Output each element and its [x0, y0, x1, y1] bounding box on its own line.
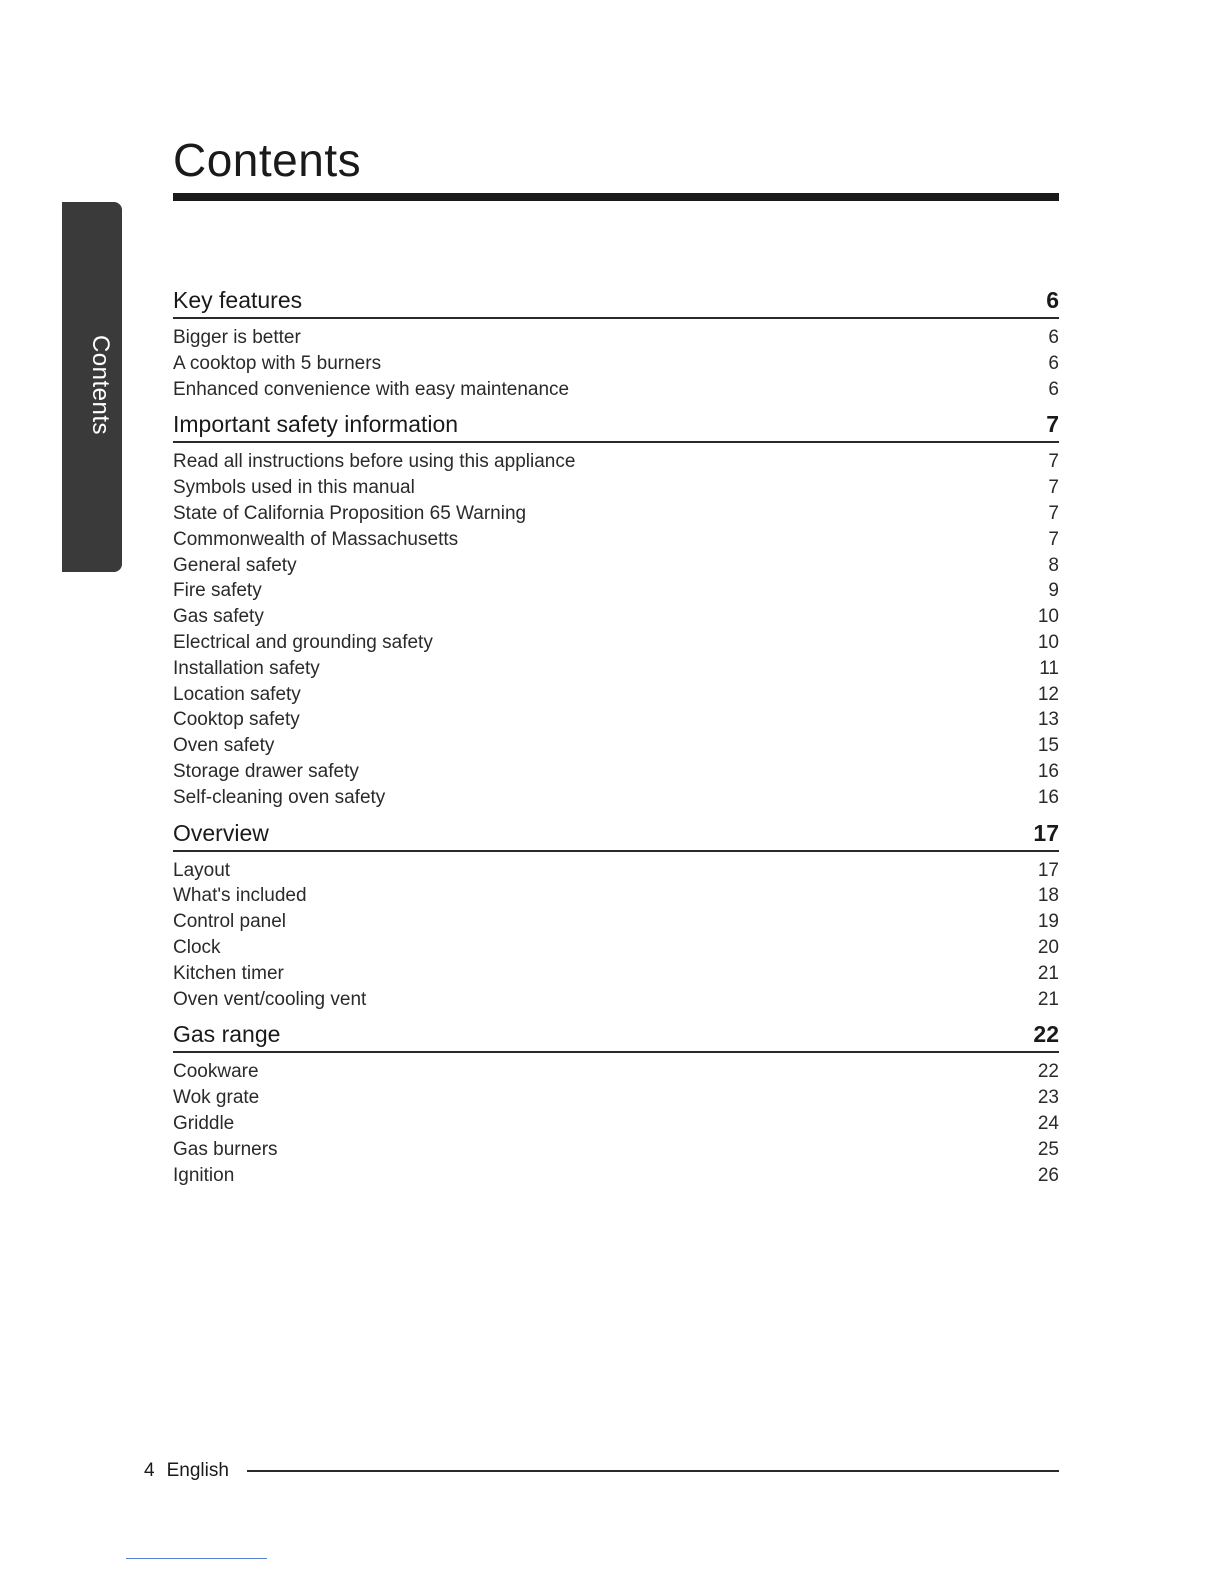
toc-entry[interactable] — [173, 1163, 1059, 1189]
toc-section-header[interactable] — [173, 815, 1059, 852]
toc-section — [173, 282, 1059, 402]
toc-section-page: 22 — [1033, 1021, 1059, 1048]
toc-entry-page: 9 — [1048, 580, 1059, 602]
toc-entry-label: Cookware — [173, 1061, 259, 1083]
toc-entry[interactable] — [173, 604, 1059, 630]
toc-entry-page: 7 — [1048, 502, 1059, 524]
footer-divider — [247, 1470, 1059, 1472]
toc-entry-page: 12 — [1037, 683, 1059, 705]
toc-entry-label: Gas safety — [173, 606, 264, 628]
toc-entry[interactable] — [173, 682, 1059, 708]
toc-entry-label: Read all instructions before using this appliance — [173, 451, 576, 473]
toc-entry-page: 25 — [1037, 1138, 1059, 1160]
toc-entry[interactable] — [173, 527, 1059, 553]
toc-entry[interactable] — [173, 987, 1059, 1013]
toc-entry-page: 10 — [1037, 606, 1059, 628]
toc-entry-label: Clock — [173, 936, 221, 958]
toc-entry[interactable] — [173, 501, 1059, 527]
toc-entry-label: Storage drawer safety — [173, 760, 359, 782]
toc-entry-page: 6 — [1048, 352, 1059, 374]
toc-entry-page: 16 — [1037, 786, 1059, 808]
toc-entry-label: Oven safety — [173, 735, 275, 757]
toc-section — [173, 1016, 1059, 1188]
toc-section-header[interactable] — [173, 406, 1059, 443]
toc-entry-page: 21 — [1037, 962, 1059, 984]
toc-entry-page: 15 — [1037, 735, 1059, 757]
toc-entry[interactable] — [173, 785, 1059, 811]
toc-entry[interactable] — [173, 1137, 1059, 1163]
toc-entry[interactable] — [173, 377, 1059, 403]
toc-entry-label: Layout — [173, 859, 231, 881]
toc-entry[interactable] — [173, 1111, 1059, 1137]
title-divider — [173, 193, 1059, 201]
toc-entry[interactable] — [173, 733, 1059, 759]
toc-entry-page: 26 — [1037, 1164, 1059, 1186]
toc-entry-page: 7 — [1048, 477, 1059, 499]
toc-entry-label: Installation safety — [173, 657, 320, 679]
toc-entry-page: 24 — [1037, 1112, 1059, 1134]
toc-entry-label: Fire safety — [173, 580, 262, 602]
toc-entry-label: Symbols used in this manual — [173, 477, 415, 499]
toc-entry-label: Electrical and grounding safety — [173, 631, 433, 653]
toc-section-header[interactable] — [173, 282, 1059, 319]
toc-entry[interactable] — [173, 449, 1059, 475]
toc-entry[interactable] — [173, 759, 1059, 785]
toc-entry[interactable] — [173, 858, 1059, 884]
toc-section — [173, 406, 1059, 810]
toc-entry-page: 11 — [1039, 657, 1059, 679]
toc-entry-page: 6 — [1048, 378, 1059, 400]
toc-entry[interactable] — [173, 707, 1059, 733]
toc-entry-label: Cooktop safety — [173, 709, 300, 731]
page-title: Contents — [173, 134, 362, 186]
toc-section-header[interactable] — [173, 1016, 1059, 1053]
footer-language: English — [166, 1460, 229, 1481]
toc-entry-page: 16 — [1037, 760, 1059, 782]
toc-entry-label: Gas burners — [173, 1138, 278, 1160]
toc-entry-page: 21 — [1037, 988, 1059, 1010]
toc-section-title: Gas range — [173, 1021, 281, 1048]
toc-entry[interactable] — [173, 1059, 1059, 1085]
toc-entry[interactable] — [173, 630, 1059, 656]
toc-entry[interactable] — [173, 553, 1059, 579]
toc-entry-label: Ignition — [173, 1164, 235, 1186]
toc-entry[interactable] — [173, 1085, 1059, 1111]
toc-entry-label: Commonwealth of Massachusetts — [173, 528, 459, 550]
toc-entry-page: 17 — [1037, 859, 1059, 881]
toc-entry-label: Control panel — [173, 911, 287, 933]
toc-section-page: 7 — [1046, 411, 1059, 438]
toc-entry-label: Bigger is better — [173, 327, 301, 348]
toc-entry-label: Kitchen timer — [173, 962, 284, 984]
toc-entry-page: 18 — [1037, 885, 1059, 907]
toc-entry[interactable] — [173, 325, 1059, 351]
toc-section-page: 6 — [1046, 287, 1059, 313]
toc-entry[interactable] — [173, 656, 1059, 682]
toc-entry-label: What's included — [173, 885, 307, 907]
bottom-link-underline — [126, 1558, 267, 1559]
toc-entry-page: 20 — [1037, 936, 1059, 958]
toc-entry-page: 6 — [1048, 327, 1059, 348]
side-tab-label: Contents — [87, 334, 114, 436]
toc-section — [173, 815, 1059, 1013]
toc-entry[interactable] — [173, 909, 1059, 935]
toc-section-title: Overview — [173, 819, 269, 846]
toc-entry[interactable] — [173, 883, 1059, 909]
toc-entry[interactable] — [173, 935, 1059, 961]
toc-entry[interactable] — [173, 961, 1059, 987]
toc-section-title: Important safety information — [173, 411, 459, 438]
toc-section-page: 17 — [1033, 819, 1059, 846]
toc-entry[interactable] — [173, 578, 1059, 604]
footer-page-number: 4 — [144, 1460, 155, 1481]
toc-entry-page: 7 — [1048, 451, 1059, 473]
toc-entry-page: 22 — [1037, 1061, 1059, 1083]
toc-entry-label: General safety — [173, 554, 297, 576]
table-of-contents — [173, 282, 1059, 1192]
toc-entry[interactable] — [173, 475, 1059, 501]
toc-entry-page: 13 — [1037, 709, 1059, 731]
toc-entry-label: Self-cleaning oven safety — [173, 786, 386, 808]
toc-entry-page: 7 — [1048, 528, 1059, 550]
toc-entry[interactable] — [173, 351, 1059, 377]
toc-entry-page: 19 — [1037, 911, 1059, 933]
toc-entry-label: Location safety — [173, 683, 301, 705]
toc-entry-page: 10 — [1037, 631, 1059, 653]
toc-entry-page: 23 — [1037, 1087, 1059, 1109]
page-footer — [144, 1460, 1059, 1482]
toc-entry-label: Enhanced convenience with easy maintenance — [173, 378, 570, 400]
toc-entry-label: State of California Proposition 65 Warning — [173, 502, 527, 524]
toc-entry-label: Griddle — [173, 1112, 235, 1134]
toc-section-title: Key features — [173, 287, 303, 313]
toc-entry-page: 8 — [1048, 554, 1059, 576]
toc-entry-label: A cooktop with 5 burners — [173, 352, 382, 374]
toc-entry-label: Oven vent/cooling vent — [173, 988, 367, 1010]
toc-entry-label: Wok grate — [173, 1087, 260, 1109]
